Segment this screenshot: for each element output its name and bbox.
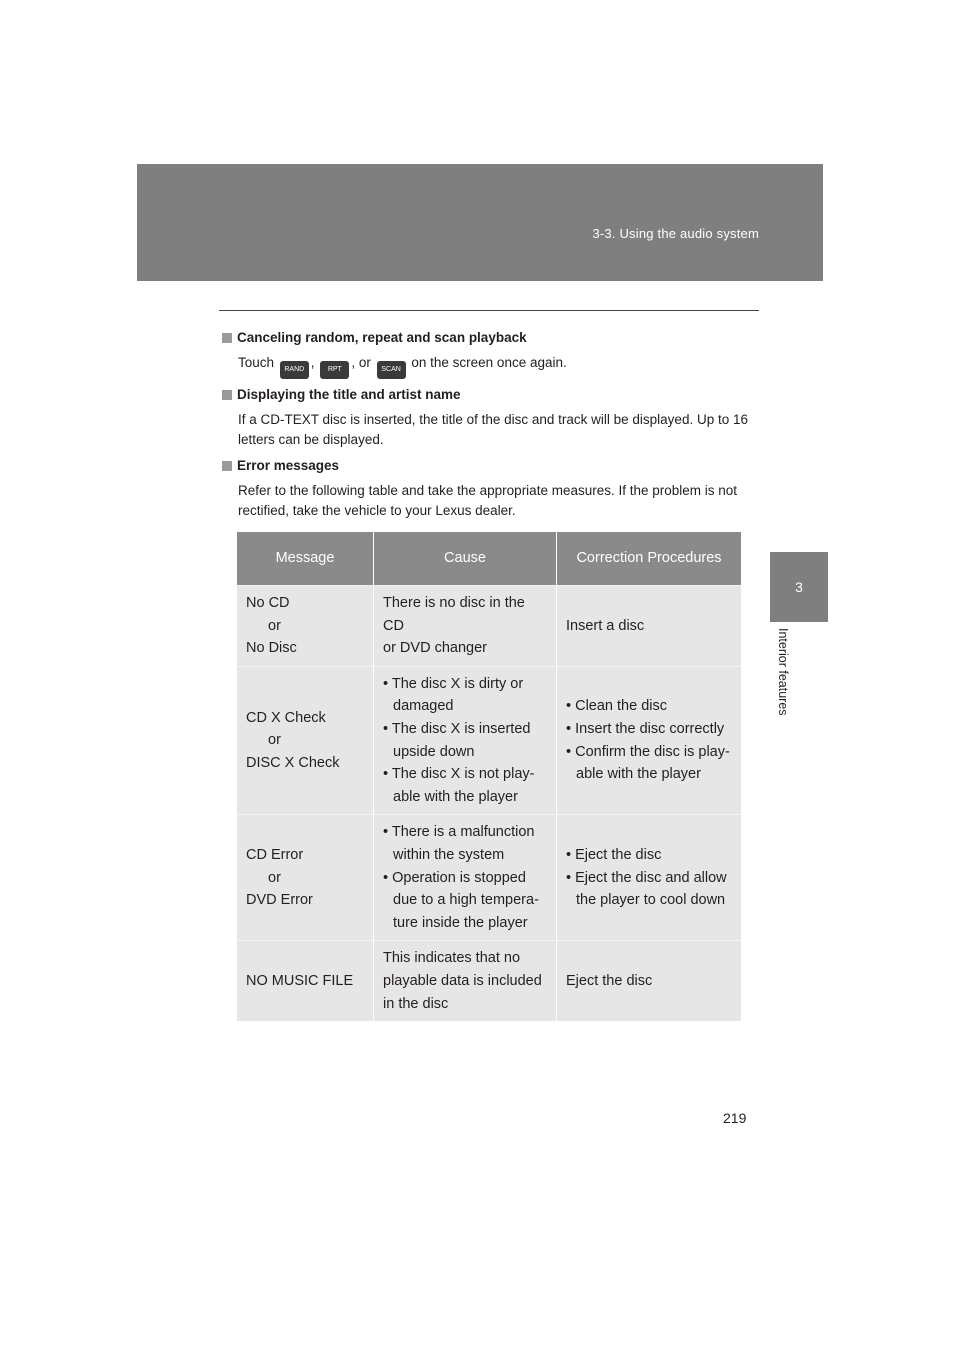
table-row: [237, 666, 741, 815]
para-error-messages: Refer to the following table and take the appropriate measures. If the problem is not rectified, take the vehicle to your Lexus dealer.: [238, 483, 738, 518]
cell-cause: • The disc X is dirty or damaged • The disc X is inserted upside down • The disc X is not play-able with the player: [374, 666, 557, 815]
square-bullet-icon: [222, 333, 232, 343]
cell-message: CD X Check or DISC X Check: [237, 666, 374, 815]
heading-title-artist: Displaying the title and artist name: [222, 385, 762, 405]
cell-correction: Eject the disc: [557, 940, 741, 1021]
table-header-row: [237, 532, 741, 585]
header-band: [137, 164, 823, 281]
cell-message: No CD or No Disc: [237, 585, 374, 666]
rand-button-icon: RAND: [280, 361, 309, 379]
cell-message: CD Error or DVD Error: [237, 814, 374, 940]
rpt-button-icon: RPT: [320, 361, 349, 379]
cell-cause: There is no disc in the CD or DVD changer: [374, 585, 557, 666]
heading-error-messages: Error messages: [222, 456, 762, 476]
scan-button-icon: SCAN: [377, 361, 406, 379]
table-row: [237, 814, 741, 940]
top-rule: [219, 310, 759, 311]
para-canceling: Touch RAND , RPT , or SCAN on the screen once again.: [238, 353, 762, 379]
cell-correction: Insert a disc: [557, 585, 741, 666]
error-messages-table: [237, 532, 741, 1021]
square-bullet-icon: [222, 461, 232, 471]
header-cause: Cause: [374, 532, 557, 585]
cell-correction: • Clean the disc • Insert the disc correctly • Confirm the disc is play-able with the player: [557, 666, 741, 815]
content: [222, 328, 762, 521]
cell-cause: • There is a malfunction within the system • Operation is stopped due to a high tempera-ture inside the player: [374, 814, 557, 940]
cell-correction: • Eject the disc • Eject the disc and allow the player to cool down: [557, 814, 741, 940]
header-message: Message: [237, 532, 374, 585]
section-title: 3-3. Using the audio system: [592, 226, 759, 241]
square-bullet-icon: [222, 390, 232, 400]
cell-cause: This indicates that no playable data is included in the disc: [374, 940, 557, 1021]
header-correction: Correction Procedures: [557, 532, 741, 585]
para-title-artist: If a CD-TEXT disc is inserted, the title of the disc and track will be displayed. Up to 16 letters can be displayed.: [238, 412, 748, 447]
cell-message: NO MUSIC FILE: [237, 940, 374, 1021]
table-row: [237, 585, 741, 666]
chapter-label: Interior features: [776, 628, 790, 716]
table-row: [237, 940, 741, 1021]
chapter-tab: 3: [770, 552, 828, 622]
heading-canceling: Canceling random, repeat and scan playback: [222, 328, 762, 348]
page-number: 219: [723, 1110, 747, 1126]
